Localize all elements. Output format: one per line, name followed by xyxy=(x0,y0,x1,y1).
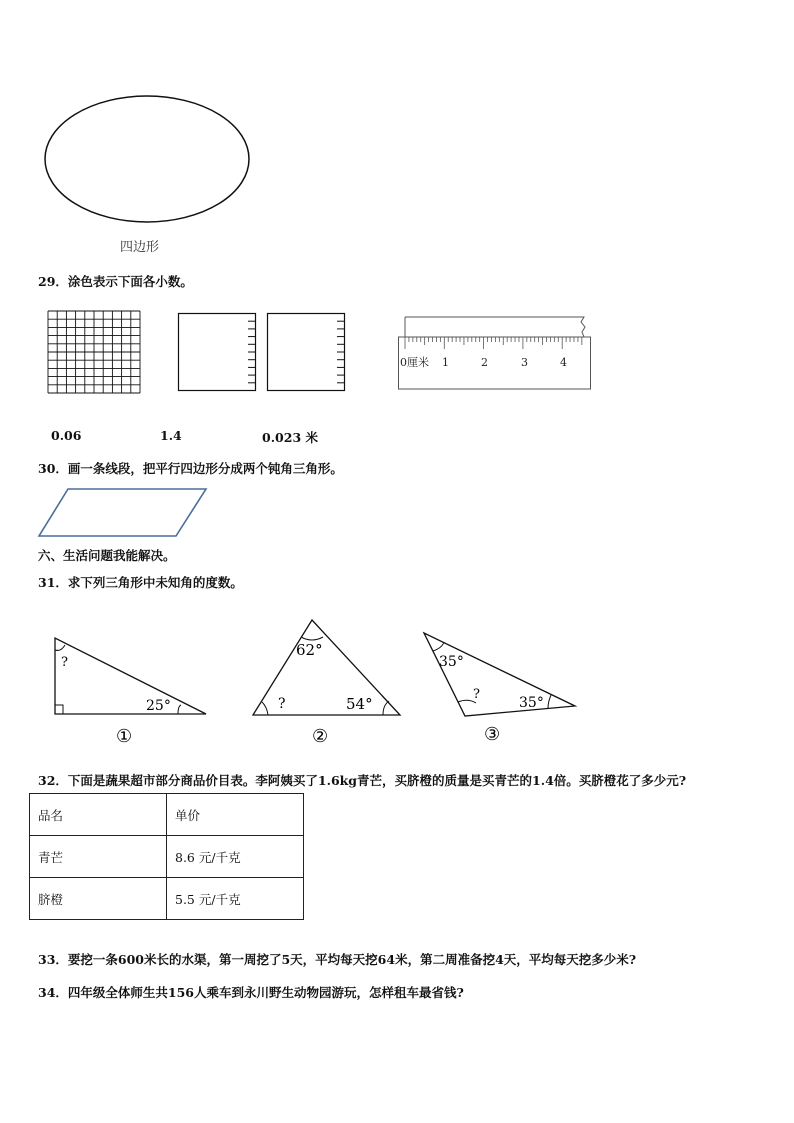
question-30: 30．画一条线段，把平行四边形分成两个钝角三角形。 xyxy=(38,461,343,476)
triangle-3-top: 35° xyxy=(439,654,464,670)
label-0-06: 0.06 xyxy=(51,428,82,443)
row-1-price: 8.6 元/千克 xyxy=(167,836,304,878)
parallelogram xyxy=(38,487,210,539)
question-29: 29．涂色表示下面各小数。 xyxy=(38,274,193,289)
header-price: 单价 xyxy=(167,794,304,836)
ten-strip-square-1 xyxy=(178,313,258,393)
row-1-name: 青芒 xyxy=(30,836,167,878)
triangle-1-number: ① xyxy=(116,726,133,747)
triangle-3 xyxy=(420,630,580,752)
triangle-3-unknown: ? xyxy=(473,687,480,702)
ruler-tick-1: 1 xyxy=(442,356,449,369)
question-32: 32．下面是蔬果超市部分商品价目表。李阿姨买了1.6kg青芒，买脐橙的质量是买青芒的1.4倍。买脐橙花了多少元? xyxy=(38,773,687,788)
ruler-tick-4: 4 xyxy=(560,356,567,369)
ten-strip-square-2 xyxy=(267,313,347,393)
header-name: 品名 xyxy=(30,794,167,836)
label-0-023m: 0.023 米 xyxy=(262,430,318,445)
price-table xyxy=(29,793,304,920)
question-31: 31．求下列三角形中未知角的度数。 xyxy=(38,575,243,590)
triangle-3-number: ③ xyxy=(484,724,501,745)
triangle-2-right: 54° xyxy=(346,695,373,713)
row-2-name: 脐橙 xyxy=(30,878,167,920)
ellipse-caption: 四边形 xyxy=(120,240,160,255)
ruler-zero-label: 0厘米 xyxy=(400,356,429,369)
row-2-price: 5.5 元/千克 xyxy=(167,878,304,920)
question-34: 34．四年级全体师生共156人乘车到永川野生动物园游玩，怎样租车最省钱? xyxy=(38,985,464,1000)
triangle-2-unknown: ? xyxy=(278,696,286,712)
section-six-title: 六、生活问题我能解决。 xyxy=(38,548,176,563)
triangle-2-top: 62° xyxy=(296,641,323,659)
ruler-tick-2: 2 xyxy=(481,356,488,369)
table-row xyxy=(30,878,304,920)
hundred-grid xyxy=(47,310,141,394)
ruler-tick-3: 3 xyxy=(521,356,528,369)
triangle-1 xyxy=(50,630,215,752)
ellipse-figure xyxy=(40,95,255,230)
triangle-2-number: ② xyxy=(312,726,329,747)
triangle-1-known: 25° xyxy=(146,698,171,714)
label-1-4: 1.4 xyxy=(160,428,182,443)
triangle-1-unknown: ? xyxy=(61,655,68,670)
table-row xyxy=(30,836,304,878)
question-33: 33．要挖一条600米长的水渠，第一周挖了5天，平均每天挖64米，第二周准备挖4天，平均每天挖多少米? xyxy=(38,952,637,967)
ruler xyxy=(398,314,594,394)
triangle-3-right: 35° xyxy=(519,695,544,711)
triangle-2 xyxy=(250,617,405,752)
table-header-row xyxy=(30,794,304,836)
